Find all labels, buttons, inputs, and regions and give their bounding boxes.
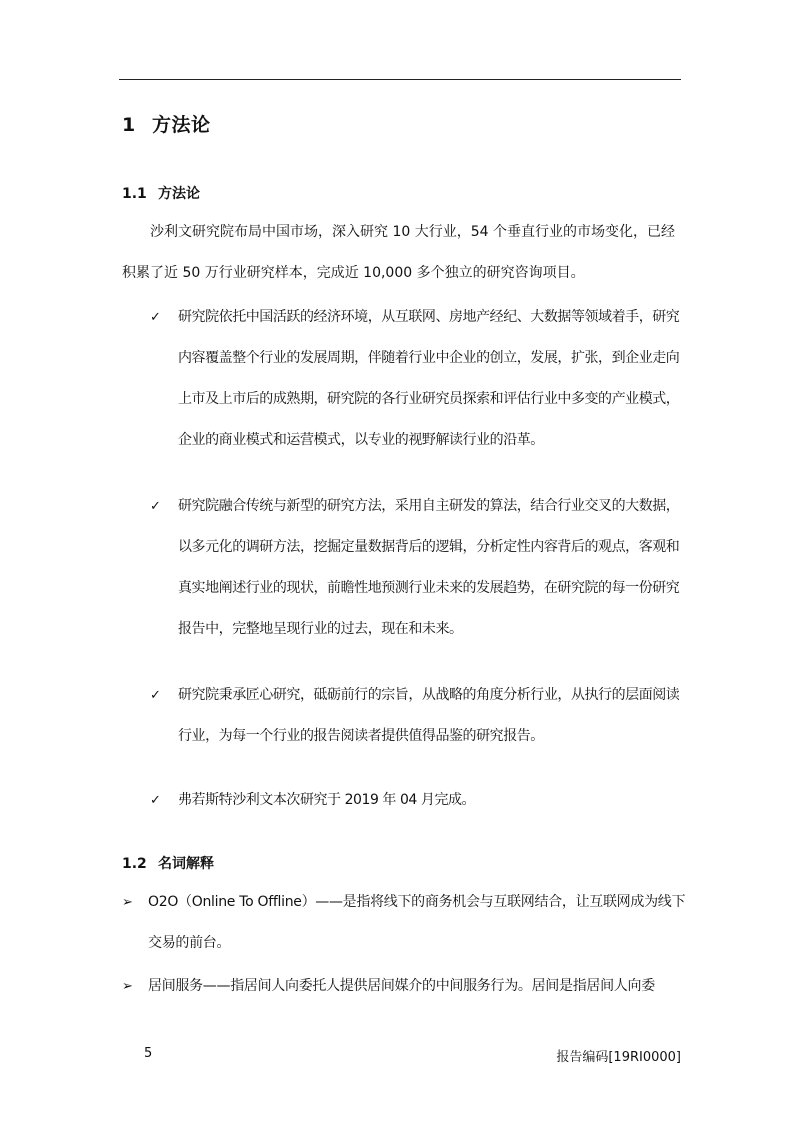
list-item bbox=[150, 486, 690, 650]
arrow-bullet-icon: ➢ bbox=[122, 979, 133, 994]
glossary-item bbox=[122, 966, 692, 1007]
section-1-2-title: 名词解释 bbox=[158, 856, 214, 872]
list-item bbox=[150, 780, 690, 821]
check-icon: ✓ bbox=[150, 793, 161, 808]
arrow-bullet-icon: ➢ bbox=[122, 895, 133, 910]
glossary-item-text: O2O（Online To Offline）——是指将线下的商务机会与互联网结合，让互联网成为线下交易的前台。 bbox=[148, 894, 686, 951]
glossary-item bbox=[122, 882, 692, 964]
list-item bbox=[150, 675, 690, 757]
section-1-2-number: 1.2 bbox=[122, 856, 147, 872]
section-1-2-heading bbox=[122, 853, 214, 873]
list-item-text: 研究院融合传统与新型的研究方法，采用自主研发的算法，结合行业交叉的大数据，以多元化的调研方法，挖掘定量数据背后的逻辑，分析定性内容背后的观点，客观和真实地阐述行业的现状，前瞻性地预测行业未来的发展趋势，在研究院的每一份研究报告中，完整地呈现行业的过去，现在和未来。 bbox=[178, 498, 680, 637]
header-rule bbox=[119, 79, 681, 80]
check-icon: ✓ bbox=[150, 310, 161, 325]
list-item-text: 研究院依托中国活跃的经济环境，从互联网、房地产经纪、大数据等领域着手，研究内容覆盖整个行业的发展周期，伴随着行业中企业的创立，发展，扩张，到企业走向上市及上市后的成熟期，研究院的各行业研究员探索和评估行业中多变的产业模式，企业的商业模式和运营模式，以专业的视野解读行业的沿革。 bbox=[178, 309, 680, 448]
check-icon: ✓ bbox=[150, 499, 161, 514]
list-item bbox=[150, 297, 690, 461]
report-code: 报告编码[19RI0000] bbox=[556, 1050, 681, 1065]
check-icon: ✓ bbox=[150, 688, 161, 703]
section-1-1-heading bbox=[122, 183, 200, 203]
glossary-item-text: 居间服务——指居间人向委托人提供居间媒介的中间服务行为。居间是指居间人向委 bbox=[148, 978, 655, 994]
section-1-1-number: 1.1 bbox=[122, 186, 147, 202]
section-1-1-title: 方法论 bbox=[158, 186, 200, 202]
list-item-text: 弗若斯特沙利文本次研究于 2019 年 04 月完成。 bbox=[178, 792, 476, 808]
heading-1 bbox=[122, 110, 211, 137]
page-number: 5 bbox=[144, 1046, 153, 1061]
heading-1-title: 方法论 bbox=[152, 114, 211, 136]
heading-1-number: 1 bbox=[122, 114, 136, 136]
intro-paragraph: 沙利文研究院布局中国市场，深入研究 10 大行业，54 个垂直行业的市场变化，已经积累了近 50 万行业研究样本，完成近 10,000 多个独立的研究咨询项目。 bbox=[122, 224, 675, 281]
list-item-text: 研究院秉承匠心研究，砥砺前行的宗旨，从战略的角度分析行业，从执行的层面阅读行业，为每一个行业的报告阅读者提供值得品鉴的研究报告。 bbox=[178, 687, 680, 744]
